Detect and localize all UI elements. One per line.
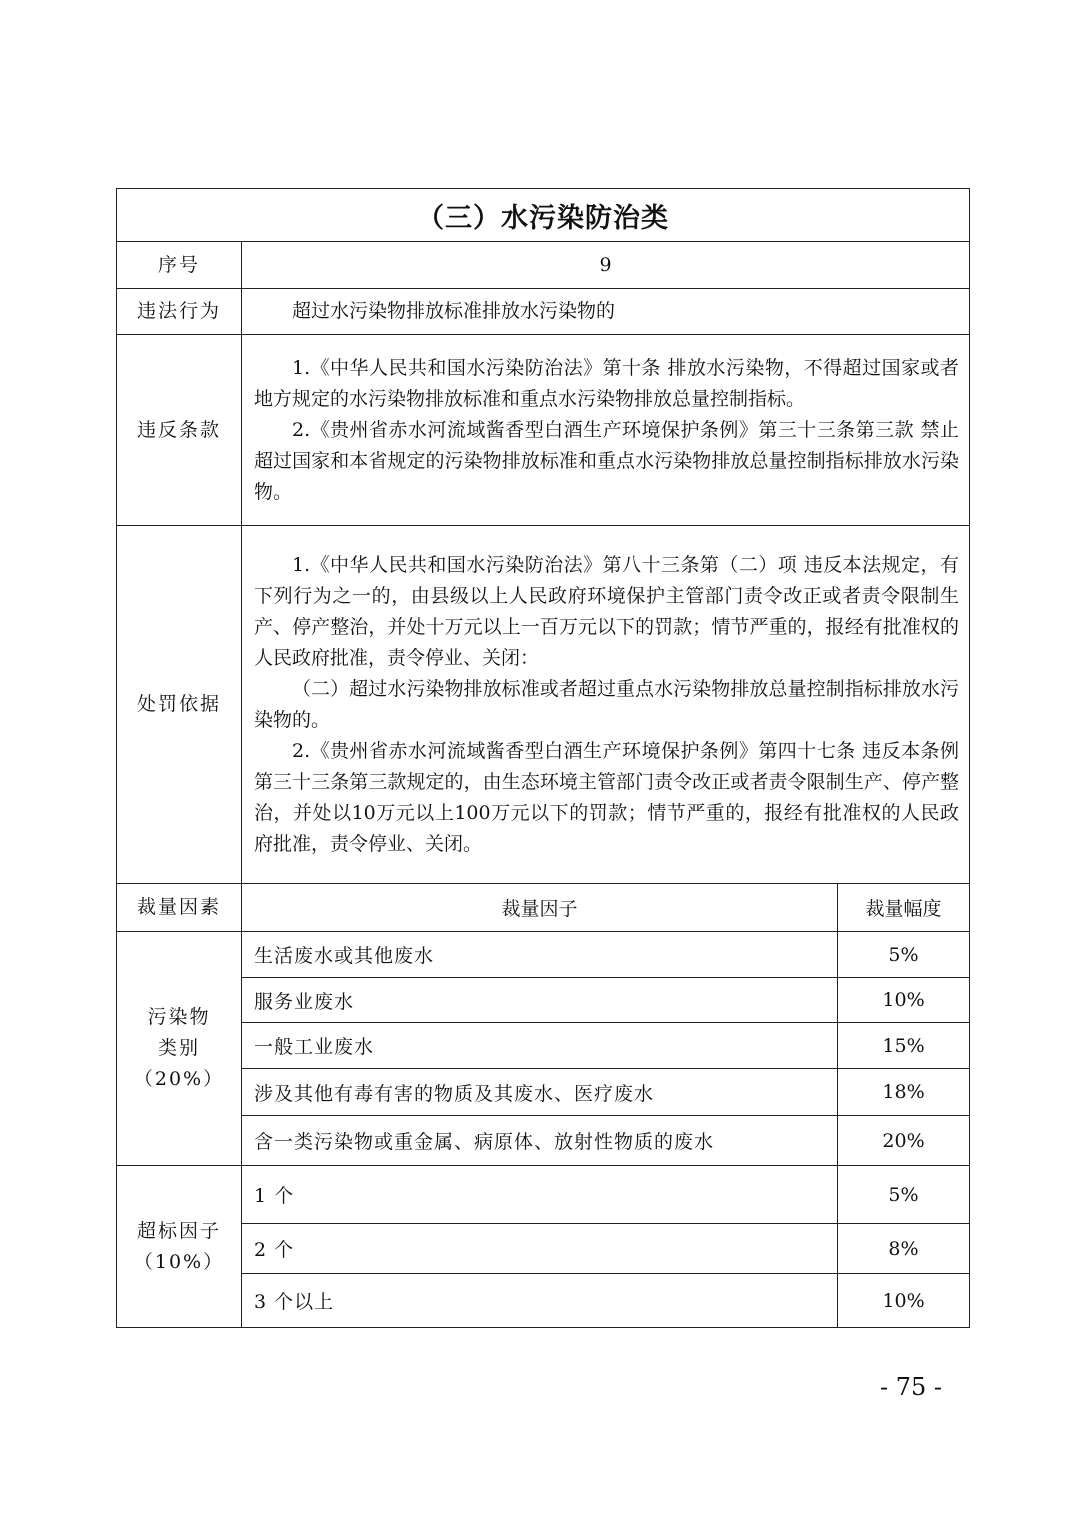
factor-item: 服务业废水 bbox=[242, 978, 838, 1023]
range-value: 10% bbox=[838, 1274, 970, 1328]
range-value: 8% bbox=[838, 1224, 970, 1274]
range-value: 5% bbox=[838, 1166, 970, 1224]
range-value: 10% bbox=[838, 978, 970, 1023]
group-label-pollutant bbox=[117, 932, 242, 1166]
factor-item: 生活废水或其他废水 bbox=[242, 932, 838, 978]
factor-header: 裁量因素 bbox=[117, 884, 242, 932]
factor-item: 3 个以上 bbox=[242, 1274, 838, 1328]
violation-paragraph: 超过水污染物排放标准排放水污染物的 bbox=[292, 300, 616, 322]
page-number: - 75 - bbox=[880, 1373, 943, 1401]
penalty-label: 处罚依据 bbox=[117, 526, 242, 884]
group-label-line: 类别 bbox=[157, 1037, 200, 1059]
group-label-exceed bbox=[117, 1166, 242, 1328]
penalty-paragraph: 1.《中华人民共和国水污染防治法》第八十三条第（二）项 违反本法规定，有下列行为之一的，由县级以上人民政府环境保护主管部门责令改正或者责令限制生产、停产整治，并处十万元以上一百万元以下的罚款；情节严重的，报经有批准权的人民政府批准，责令停业、关闭： bbox=[254, 553, 960, 669]
range-header: 裁量幅度 bbox=[838, 884, 970, 932]
group-label-line: （10%） bbox=[133, 1250, 225, 1273]
factor-item: 一般工业废水 bbox=[242, 1023, 838, 1069]
factor-item: 涉及其他有毒有害的物质及其废水、医疗废水 bbox=[242, 1069, 838, 1116]
penalty-text bbox=[242, 526, 970, 884]
group-label-line: 污染物 bbox=[147, 1006, 211, 1028]
range-value: 20% bbox=[838, 1116, 970, 1166]
factor-item: 含一类污染物或重金属、病原体、放射性物质的废水 bbox=[242, 1116, 838, 1166]
range-value: 18% bbox=[838, 1069, 970, 1116]
clause-text bbox=[242, 335, 970, 526]
penalty-paragraph: （二）超过水污染物排放标准或者超过重点水污染物排放总量控制指标排放水污染物的。 bbox=[254, 677, 960, 731]
violation-label: 违法行为 bbox=[117, 289, 242, 335]
factor-item: 1 个 bbox=[242, 1166, 838, 1224]
clause-paragraph: 2.《贵州省赤水河流域酱香型白酒生产环境保护条例》第三十三条第三款 禁止超过国家和本省规定的污染物排放标准和重点水污染物排放总量控制指标排放水污染物。 bbox=[254, 418, 960, 503]
clause-paragraph: 1.《中华人民共和国水污染防治法》第十条 排放水污染物，不得超过国家或者地方规定的水污染物排放标准和重点水污染物排放总量控制指标。 bbox=[254, 356, 960, 410]
violation-text bbox=[242, 289, 970, 335]
serial-label: 序号 bbox=[117, 242, 242, 289]
serial-value: 9 bbox=[242, 242, 970, 289]
penalty-discretion-table bbox=[116, 188, 970, 1328]
range-value: 15% bbox=[838, 1023, 970, 1069]
factor-item: 2 个 bbox=[242, 1224, 838, 1274]
clause-label: 违反条款 bbox=[117, 335, 242, 526]
group-label-line: （20%） bbox=[133, 1068, 225, 1090]
penalty-paragraph: 2.《贵州省赤水河流域酱香型白酒生产环境保护条例》第四十七条 违反本条例第三十三条第三款规定的，由生态环境主管部门责令改正或者责令限制生产、停产整治，并处以10万元以上100万元以下的罚款；情节严重的，报经有批准权的人民政府批准，责令停业、关闭。 bbox=[254, 739, 960, 855]
sub-factor-header: 裁量因子 bbox=[242, 884, 838, 932]
range-value: 5% bbox=[838, 932, 970, 978]
group-label-line: 超标因子 bbox=[136, 1219, 221, 1242]
table-title: （三）水污染防治类 bbox=[117, 189, 970, 242]
